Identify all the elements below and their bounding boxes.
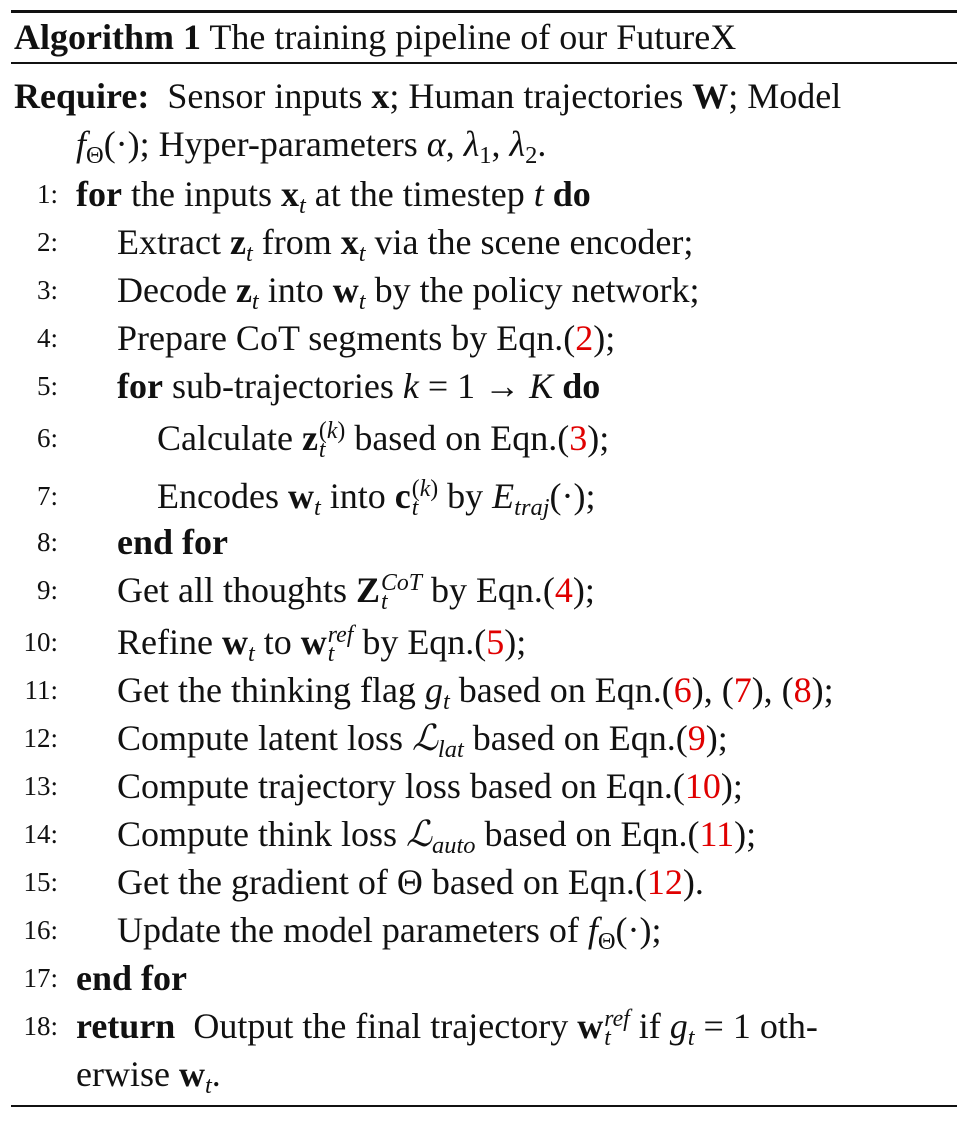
algorithm-line: 7: Encodes $w_t$ into c (k) t by $E_{traj}(\cdot)$; (36, 475, 596, 522)
algorithm-line: 10: Refine $w_t$ to w ref t by Eqn.(5); (23, 621, 527, 668)
equation-link[interactable]: 5 (486, 622, 505, 662)
equation-link[interactable]: 3 (569, 418, 588, 458)
algorithm-line: 9: Get all thoughts Z CoT t by Eqn.(4); (36, 569, 595, 616)
bottom-rule (11, 1105, 957, 1107)
equation-link[interactable]: 6 (673, 670, 692, 710)
equation-link[interactable]: 11 (699, 814, 735, 854)
equation-link[interactable]: 9 (687, 718, 706, 758)
algorithm-line: 5: for sub-trajectories k = 1 → K do (36, 366, 601, 406)
algorithm-line: 14: Compute think loss ℒ$_{auto}$ based on Eqn.(11); (23, 814, 757, 859)
algorithm-line-continued: erwise $w_t$. (76, 1054, 221, 1099)
algorithm-line: 4: Prepare CoT segments by Eqn.(2); (36, 318, 616, 358)
require-keyword: Require: (14, 76, 150, 116)
equation-link[interactable]: 8 (793, 670, 812, 710)
algorithm-line: 15: Get the gradient of Θ based on Eqn.(12). (23, 862, 704, 902)
algorithm-line: 2: Extract $z_t$ from $x_t$ via the scene encoder; (36, 222, 694, 267)
equation-link[interactable]: 4 (554, 570, 573, 610)
algorithm-line: 16: Update the model parameters of $f_\Theta(\cdot)$; (23, 910, 662, 955)
top-rule (11, 10, 957, 13)
mid-rule (11, 62, 957, 64)
require-line-continued: $f_\Theta(\cdot)$; Hyper-parameters α, $\lambda_1$, $\lambda_2$. (76, 124, 547, 169)
algorithm-line: 3: Decode $z_t$ into $w_t$ by the policy network; (36, 270, 700, 315)
algorithm-line: 11: Get the thinking flag $g_t$ based on Eqn.(6), (7), (8); (24, 670, 834, 715)
equation-link[interactable]: 12 (646, 862, 683, 902)
algorithm-line: 6: Calculate z (k) t based on Eqn.(3); (36, 417, 610, 464)
equation-link[interactable]: 2 (575, 318, 594, 358)
algorithm-line: 13: Compute trajectory loss based on Eqn.(10); (23, 766, 743, 806)
algorithm-line: 12: Compute latent loss ℒ$_{lat}$ based on Eqn.(9); (23, 718, 728, 763)
require-text: Sensor inputs (167, 76, 363, 116)
algorithm-label: Algorithm 1 (14, 17, 201, 57)
equation-link[interactable]: 10 (684, 766, 721, 806)
require-line: Require: Sensor inputs x; Human trajectories W; Model (14, 76, 842, 116)
algorithm-line: 18: return Output the final trajectory w ref t if $g_t = 1$ oth- (23, 1005, 818, 1052)
algorithm-title (14, 14, 736, 60)
equation-link[interactable]: 7 (733, 670, 752, 710)
algorithm-line: 17: end for (23, 958, 187, 998)
algorithm-line: 1: for the inputs $x_t$ at the timestep t do (36, 174, 591, 219)
algorithm-caption: The training pipeline of our FutureX (209, 17, 737, 57)
algorithm-line: 8: end for (36, 522, 228, 562)
